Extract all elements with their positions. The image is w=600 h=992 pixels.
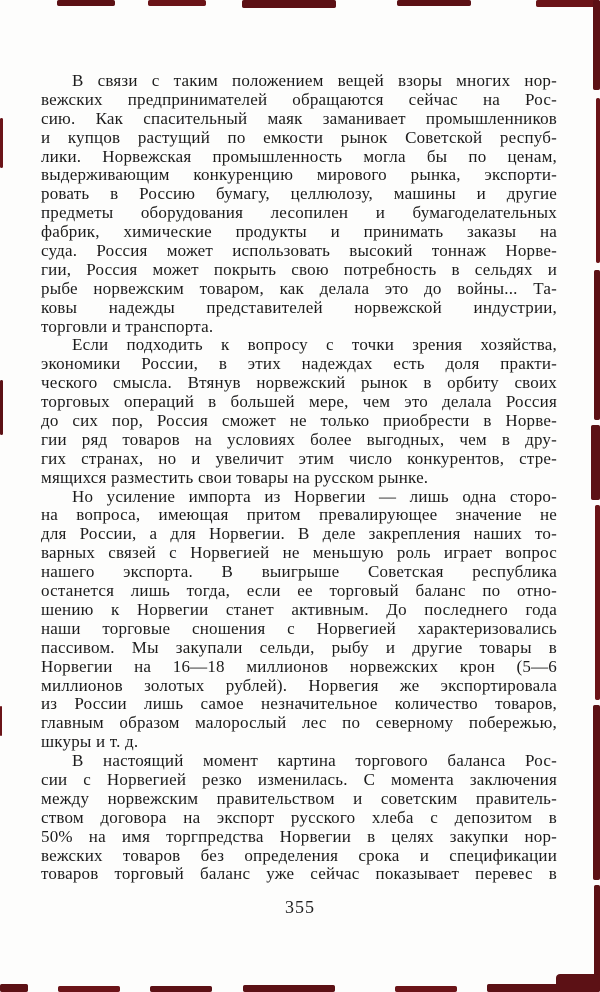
text-line: выдерживающим конкуренцию мирового рынка, экспорти- [41, 165, 557, 185]
scan-artifact [243, 985, 335, 992]
text-line: пассивом. Мы закупали сельди, рыбу и другие товары в [41, 637, 557, 657]
scan-artifact [0, 118, 3, 168]
text-line: Но усиление импорта из Норвегии — лишь одна сторо- [72, 486, 557, 506]
text-line: суда. Россия может использовать высокий тоннаж Норве- [41, 241, 557, 261]
scan-artifact [593, 0, 600, 90]
text-line: вежских товаров без определения срока и спецификации [41, 845, 557, 865]
scan-artifact [148, 0, 206, 6]
scan-artifact [595, 505, 600, 700]
text-line: шкуры и т. д. [41, 732, 139, 752]
text-line: вежских предпринимателей обращаются сейчас на Рос- [41, 89, 557, 109]
text-line: для России, а для Норвегии. В деле закрепления наших то- [41, 524, 557, 544]
text-line: В связи с таким положением вещей взоры многих нор- [72, 71, 557, 90]
text-line: ровать в Россию бумагу, целлюлозу, машины и другие [41, 184, 557, 204]
scan-artifact [593, 705, 600, 880]
text-line: В настоящий момент картина торгового баланса Рос- [72, 751, 557, 771]
text-line: фабрик, химические продукты и принимать заказы на [41, 222, 557, 242]
text-line: мящихся разместить свои товары на русском рынке. [41, 467, 429, 487]
scan-artifact [395, 986, 457, 992]
text-line: торговли и транспорта. [41, 316, 214, 336]
scan-artifact [0, 984, 28, 992]
text-line: экономики России, в этих надеждах есть доля практи- [41, 354, 557, 374]
scan-artifact [397, 0, 471, 6]
page-number: 355 [285, 897, 315, 917]
text-line: варных связей с Норвегией не меньшую роль играет вопрос [41, 543, 557, 563]
text-line: торговых операций в большей мере, чем это делала Россия [41, 392, 557, 412]
text-line: шению к Норвегии станет активным. До последнего года [41, 599, 557, 619]
text-line: на вопроса, имеющая притом превалирующее значение не [41, 505, 557, 525]
scan-artifact [150, 986, 212, 992]
scan-artifact [536, 0, 600, 7]
text-line: 50% на имя торгпредства Норвегии в целях закупки нор- [41, 826, 557, 846]
text-line: гии ряд товаров на условиях более выгодных, чем в дру- [41, 429, 557, 449]
text-block [41, 72, 557, 884]
text-line: сию. Как спасительный маяк заманивает промышленников [41, 108, 557, 128]
text-line: гих странах, но и увеличит этим число конкурентов, стре- [41, 448, 557, 468]
scan-artifact [594, 270, 600, 420]
text-line: Норвегии на 16—18 миллионов норвежских крон (5—6 [41, 656, 557, 676]
text-line: миллионов золотых рублей). Норвегия же экспортировала [41, 675, 557, 695]
text-line: до сих пор, Россия сможет не только приобрести в Норве- [41, 411, 557, 431]
scan-artifact [58, 986, 120, 992]
text-line: наши торговые сношения с Норвегией характеризовались [41, 618, 557, 638]
text-line: ческого смысла. Втянув норвежский рынок в орбиту своих [41, 373, 557, 393]
scan-artifact [242, 0, 336, 8]
text-line: рыбе норвежским товаром, как делала это до войны... Та- [41, 278, 557, 298]
text-line: лики. Норвежская промышленность могла бы по ценам, [41, 146, 557, 166]
text-line: и купцов растущий по емкости рынок Советской респуб- [41, 127, 557, 147]
text-line: нашего экспорта. В выигрыше Советская республика [41, 562, 557, 582]
scan-artifact [596, 98, 600, 263]
text-line: предметы оборудования лесопилен и бумагоделательных [41, 203, 557, 223]
text-line: Если подходить к вопросу с точки зрения хозяйства, [72, 335, 557, 355]
text-line: гии, Россия может покрыть свою потребность в сельдях и [41, 259, 557, 279]
scan-artifact [556, 974, 600, 992]
scan-artifact [0, 380, 3, 435]
text-line: главным образом малорослый лес по северному побережью, [41, 713, 557, 733]
text-line: ством договора на экспорт русского хлеба с депозитом в [41, 807, 557, 827]
text-line: из России лишь самое незначительное количество товаров, [41, 694, 557, 714]
text-line: между норвежским правительством и советским правитель- [41, 788, 557, 808]
text-line: сии с Норвегией резко изменилась. С момента заключения [41, 769, 557, 789]
text-line: товаров торговый баланс уже сейчас показывает перевес в [41, 864, 557, 884]
scan-artifact [591, 425, 600, 500]
scan-artifact [57, 0, 115, 6]
text-line: останется лишь тогда, если ее торговый баланс по отно- [41, 581, 557, 601]
scan-artifact [0, 706, 2, 736]
text-line: ковы надежды представителей норвежской индустрии, [41, 297, 557, 317]
